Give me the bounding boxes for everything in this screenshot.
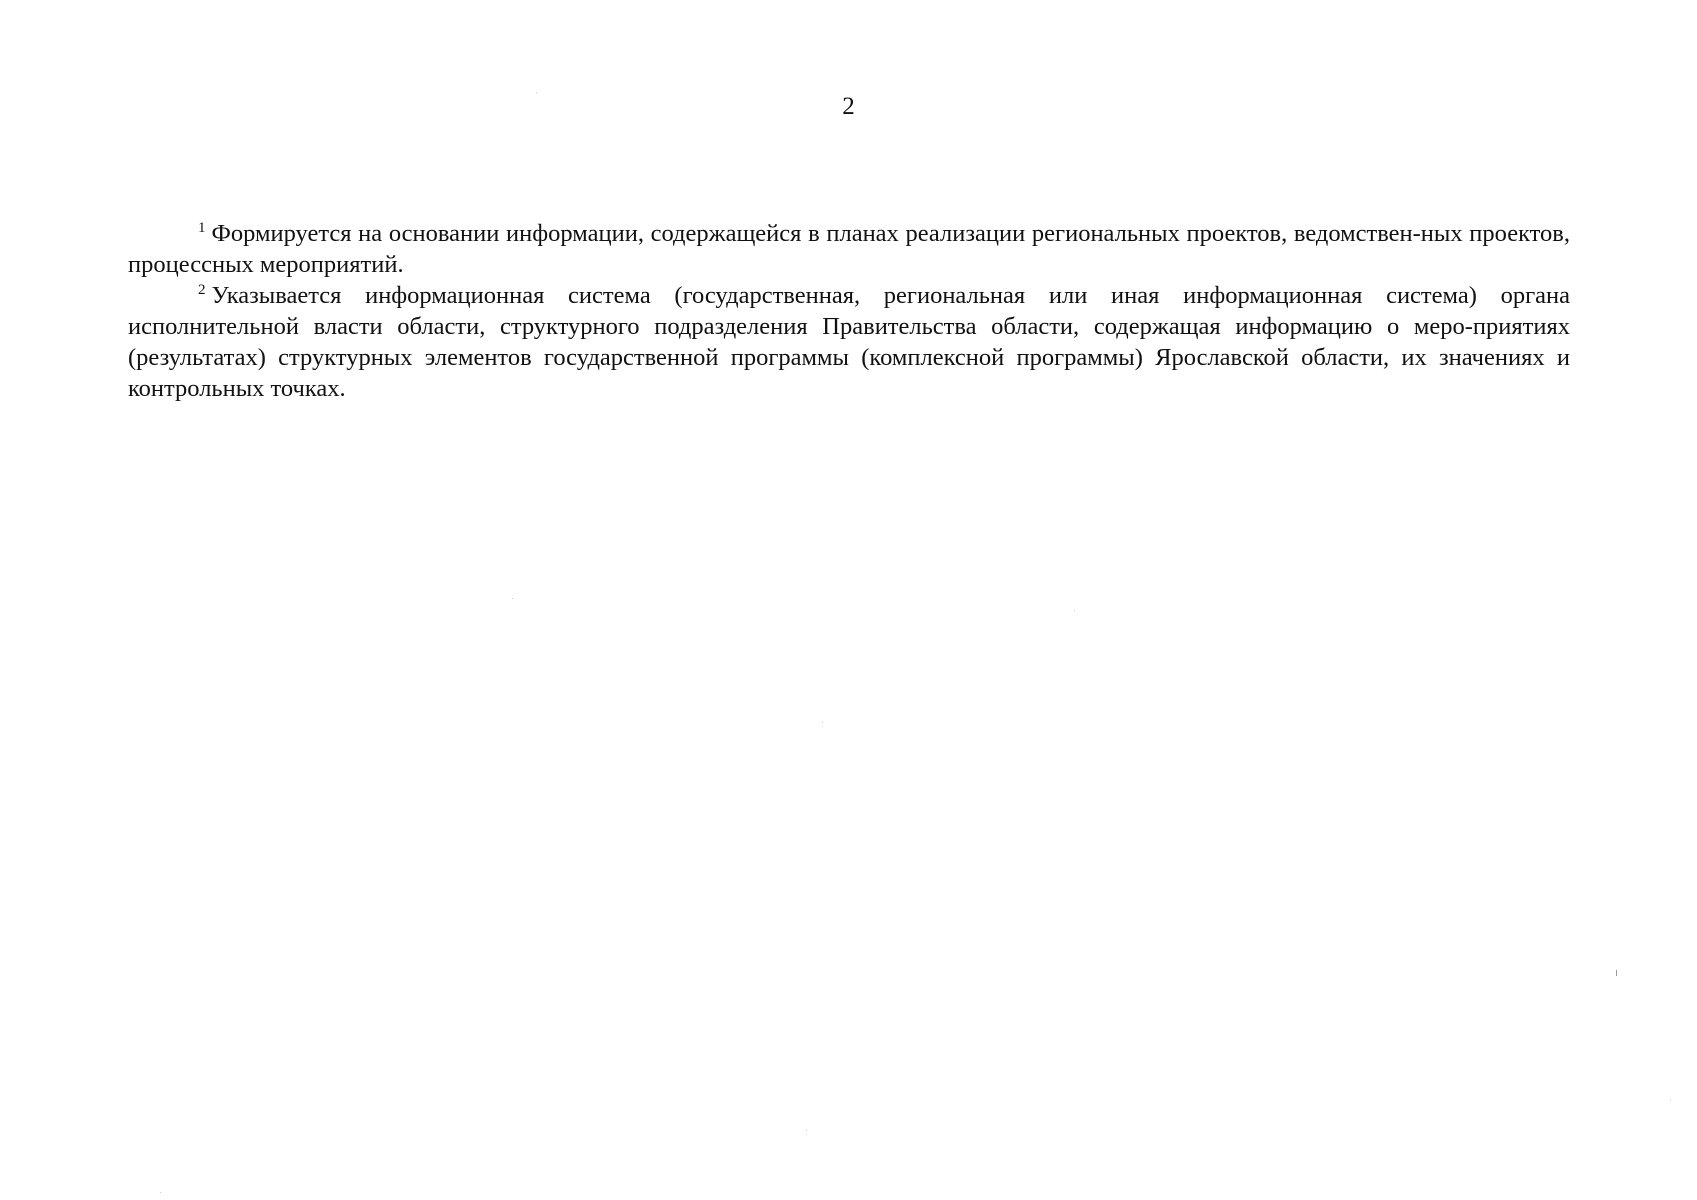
scan-speck xyxy=(1670,1100,1671,1101)
footnotes-section xyxy=(128,218,1570,404)
footnote-1-text: Формируется на основании информации, содержащейся в планах реализации региональных проектов, ведомствен-ных проектов, процессных мероприятий. xyxy=(128,220,1570,278)
page-number: 2 xyxy=(842,93,855,120)
footnote-1 xyxy=(128,218,1570,280)
scan-speck xyxy=(1074,610,1075,611)
footnote-2-marker: 2 xyxy=(198,281,206,298)
scan-speck xyxy=(806,1130,807,1131)
scan-speck xyxy=(1616,970,1617,976)
scan-speck xyxy=(160,1192,161,1193)
footnote-2-text: Указывается информационная система (государственная, региональная или иная информационная система) органа исполнительной власти области, структурного подразделения Правительства области, содержащая информацию о меро-приятиях (результатах) структурных элементов государственной программы (комплексной программы) Ярославской области, их значениях и контрольных точках. xyxy=(128,282,1570,402)
scan-speck xyxy=(536,92,537,93)
scan-speck xyxy=(512,598,513,599)
footnote-1-marker: 1 xyxy=(198,219,206,236)
scan-speck xyxy=(822,722,823,723)
footnote-2 xyxy=(128,280,1570,404)
